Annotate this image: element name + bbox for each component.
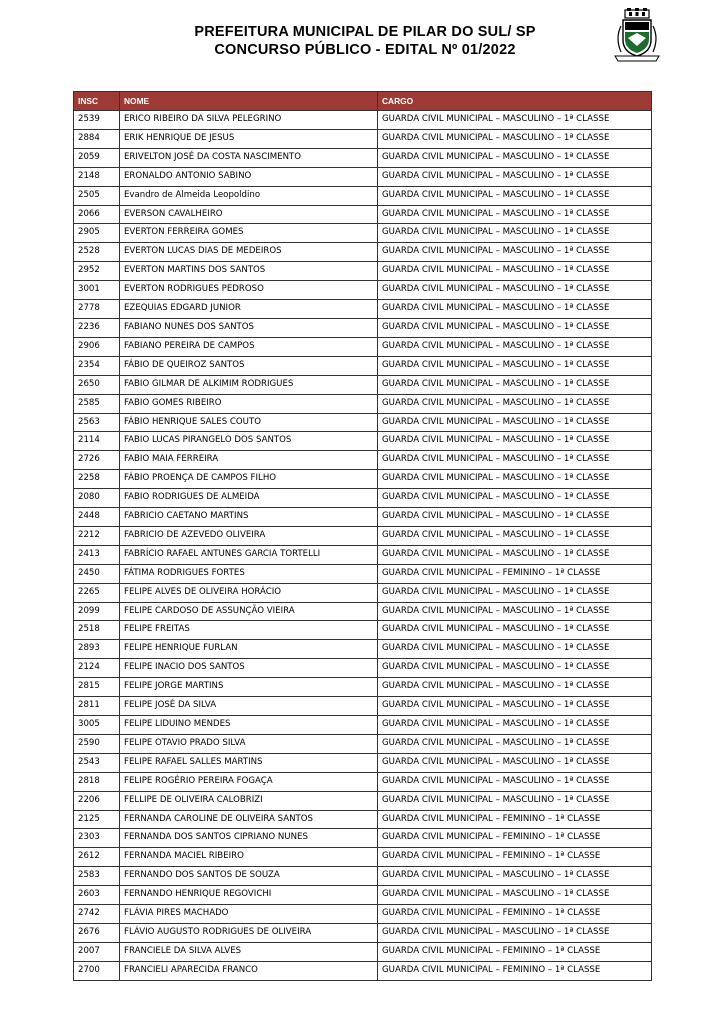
cell-cargo: GUARDA CIVIL MUNICIPAL – MASCULINO – 1ª CLASSE [378,300,652,319]
table-row [74,621,652,640]
table-row [74,734,652,753]
cell-cargo: GUARDA CIVIL MUNICIPAL – MASCULINO – 1ª CLASSE [378,243,652,262]
cell-insc: 2125 [74,810,120,829]
cell-nome: FELIPE FREITAS [120,621,378,640]
cell-insc: 2905 [74,224,120,243]
cell-cargo: GUARDA CIVIL MUNICIPAL – MASCULINO – 1ª CLASSE [378,205,652,224]
cell-nome: FRANCIELI APARECIDA FRANCO [120,961,378,980]
cell-cargo: GUARDA CIVIL MUNICIPAL – FEMININO – 1ª CLASSE [378,810,652,829]
cell-insc: 2952 [74,262,120,281]
cell-nome: FELIPE ROGÉRIO PEREIRA FOGAÇA [120,772,378,791]
cell-insc: 2906 [74,337,120,356]
table-row [74,262,652,281]
cell-nome: FLÁVIA PIRES MACHADO [120,905,378,924]
cell-cargo: GUARDA CIVIL MUNICIPAL – FEMININO – 1ª CLASSE [378,905,652,924]
cell-insc: 2543 [74,753,120,772]
cell-insc: 2059 [74,148,120,167]
cell-insc: 2676 [74,923,120,942]
cell-nome: EVERTON LUCAS DIAS DE MEDEIROS [120,243,378,262]
table-row [74,829,652,848]
cell-cargo: GUARDA CIVIL MUNICIPAL – MASCULINO – 1ª CLASSE [378,508,652,527]
cell-insc: 2539 [74,111,120,130]
cell-nome: ERIK HENRIQUE DE JESUS [120,129,378,148]
cell-cargo: GUARDA CIVIL MUNICIPAL – MASCULINO – 1ª CLASSE [378,886,652,905]
cell-cargo: GUARDA CIVIL MUNICIPAL – MASCULINO – 1ª CLASSE [378,867,652,886]
cell-cargo: GUARDA CIVIL MUNICIPAL – MASCULINO – 1ª CLASSE [378,697,652,716]
cell-insc: 2007 [74,942,120,961]
cell-nome: EVERTON FERREIRA GOMES [120,224,378,243]
cell-insc: 2563 [74,413,120,432]
cell-nome: FELIPE HENRIQUE FURLAN [120,640,378,659]
column-header-insc: INSC [74,92,120,111]
cell-nome: FERNANDA DOS SANTOS CIPRIANO NUNES [120,829,378,848]
cell-nome: FERNANDO DOS SANTOS DE SOUZA [120,867,378,886]
table-row [74,810,652,829]
cell-insc: 2303 [74,829,120,848]
cell-cargo: GUARDA CIVIL MUNICIPAL – MASCULINO – 1ª CLASSE [378,337,652,356]
cell-cargo: GUARDA CIVIL MUNICIPAL – MASCULINO – 1ª CLASSE [378,621,652,640]
table-row [74,791,652,810]
cell-nome: FELIPE LIDUINO MENDES [120,716,378,735]
cell-insc: 3005 [74,716,120,735]
cell-nome: EZEQUIAS EDGARD JUNIOR [120,300,378,319]
cell-cargo: GUARDA CIVIL MUNICIPAL – MASCULINO – 1ª CLASSE [378,318,652,337]
cell-nome: FELIPE OTAVIO PRADO SILVA [120,734,378,753]
cell-insc: 2265 [74,583,120,602]
cell-cargo: GUARDA CIVIL MUNICIPAL – MASCULINO – 1ª CLASSE [378,167,652,186]
cell-insc: 2505 [74,186,120,205]
cell-cargo: GUARDA CIVIL MUNICIPAL – FEMININO – 1ª CLASSE [378,961,652,980]
table-row [74,697,652,716]
column-header-nome: NOME [120,92,378,111]
table-row [74,867,652,886]
cell-insc: 2811 [74,697,120,716]
table-row [74,923,652,942]
cell-insc: 2236 [74,318,120,337]
cell-insc: 2114 [74,432,120,451]
cell-nome: EVERTON MARTINS DOS SANTOS [120,262,378,281]
cell-nome: FÁBIO HENRIQUE SALES COUTO [120,413,378,432]
table-row [74,167,652,186]
cell-cargo: GUARDA CIVIL MUNICIPAL – MASCULINO – 1ª CLASSE [378,356,652,375]
cell-insc: 2258 [74,470,120,489]
cell-cargo: GUARDA CIVIL MUNICIPAL – MASCULINO – 1ª CLASSE [378,640,652,659]
cell-nome: FERNANDO HENRIQUE REGOVICHI [120,886,378,905]
table-row [74,659,652,678]
table-row [74,545,652,564]
cell-nome: FABIO GOMES RIBEIRO [120,394,378,413]
cell-nome: FÁBIO PROENÇA DE CAMPOS FILHO [120,470,378,489]
cell-nome: FLÁVIO AUGUSTO RODRIGUES DE OLIVEIRA [120,923,378,942]
cell-insc: 2212 [74,526,120,545]
cell-insc: 2742 [74,905,120,924]
table-row [74,432,652,451]
cell-nome: FELIPE JOSÉ DA SILVA [120,697,378,716]
cell-cargo: GUARDA CIVIL MUNICIPAL – MASCULINO – 1ª CLASSE [378,262,652,281]
table-row [74,753,652,772]
cell-insc: 2148 [74,167,120,186]
table-row [74,337,652,356]
candidates-table [73,91,652,981]
table-row [74,281,652,300]
table-row [74,602,652,621]
cell-cargo: GUARDA CIVIL MUNICIPAL – MASCULINO – 1ª CLASSE [378,432,652,451]
cell-nome: FABIANO NUNES DOS SANTOS [120,318,378,337]
cell-cargo: GUARDA CIVIL MUNICIPAL – MASCULINO – 1ª CLASSE [378,470,652,489]
table-row [74,356,652,375]
cell-cargo: GUARDA CIVIL MUNICIPAL – MASCULINO – 1ª CLASSE [378,148,652,167]
table-row [74,318,652,337]
table-row [74,111,652,130]
cell-insc: 3001 [74,281,120,300]
cell-insc: 2124 [74,659,120,678]
table-row [74,243,652,262]
cell-cargo: GUARDA CIVIL MUNICIPAL – MASCULINO – 1ª CLASSE [378,678,652,697]
cell-insc: 2726 [74,451,120,470]
cell-nome: FELIPE ALVES DE OLIVEIRA HORÁCIO [120,583,378,602]
cell-insc: 2080 [74,489,120,508]
table-row [74,375,652,394]
cell-nome: FABIANO PEREIRA DE CAMPOS [120,337,378,356]
cell-nome: FERNANDA CAROLINE DE OLIVEIRA SANTOS [120,810,378,829]
cell-insc: 2590 [74,734,120,753]
cell-cargo: GUARDA CIVIL MUNICIPAL – MASCULINO – 1ª CLASSE [378,375,652,394]
cell-insc: 2583 [74,867,120,886]
cell-insc: 2448 [74,508,120,527]
cell-nome: FABRÍCIO RAFAEL ANTUNES GARCIA TORTELLI [120,545,378,564]
cell-insc: 2818 [74,772,120,791]
cell-cargo: GUARDA CIVIL MUNICIPAL – MASCULINO – 1ª CLASSE [378,526,652,545]
table-row [74,224,652,243]
cell-nome: ERONALDO ANTONIO SABINO [120,167,378,186]
cell-insc: 2413 [74,545,120,564]
table-row [74,678,652,697]
cell-nome: FABRICIO CAETANO MARTINS [120,508,378,527]
cell-cargo: GUARDA CIVIL MUNICIPAL – MASCULINO – 1ª CLASSE [378,224,652,243]
cell-insc: 2354 [74,356,120,375]
table-row [74,148,652,167]
cell-cargo: GUARDA CIVIL MUNICIPAL – FEMININO – 1ª CLASSE [378,829,652,848]
cell-nome: FELIPE JORGE MARTINS [120,678,378,697]
cell-nome: ERIVELTON JOSÉ DA COSTA NASCIMENTO [120,148,378,167]
table-row [74,205,652,224]
table-row [74,186,652,205]
cell-insc: 2206 [74,791,120,810]
cell-insc: 2778 [74,300,120,319]
cell-insc: 2893 [74,640,120,659]
table-row [74,961,652,980]
cell-cargo: GUARDA CIVIL MUNICIPAL – FEMININO – 1ª CLASSE [378,848,652,867]
cell-nome: FELIPE CARDOSO DE ASSUNÇÃO VIEIRA [120,602,378,621]
table-row [74,526,652,545]
cell-cargo: GUARDA CIVIL MUNICIPAL – FEMININO – 1ª CLASSE [378,564,652,583]
cell-nome: FABIO MAIA FERREIRA [120,451,378,470]
cell-cargo: GUARDA CIVIL MUNICIPAL – MASCULINO – 1ª CLASSE [378,394,652,413]
table-row [74,848,652,867]
cell-cargo: GUARDA CIVIL MUNICIPAL – MASCULINO – 1ª CLASSE [378,659,652,678]
cell-cargo: GUARDA CIVIL MUNICIPAL – MASCULINO – 1ª CLASSE [378,129,652,148]
table-row [74,470,652,489]
table-row [74,489,652,508]
cell-cargo: GUARDA CIVIL MUNICIPAL – MASCULINO – 1ª CLASSE [378,281,652,300]
cell-insc: 2528 [74,243,120,262]
cell-nome: FABRICIO DE AZEVEDO OLIVEIRA [120,526,378,545]
cell-insc: 2815 [74,678,120,697]
table-row [74,583,652,602]
cell-nome: FABIO GILMAR DE ALKIMIM RODRIGUES [120,375,378,394]
cell-nome: FELLIPE DE OLIVEIRA CALOBRIZI [120,791,378,810]
cell-nome: FELIPE RAFAEL SALLES MARTINS [120,753,378,772]
table-row [74,772,652,791]
cell-cargo: GUARDA CIVIL MUNICIPAL – MASCULINO – 1ª CLASSE [378,583,652,602]
cell-cargo: GUARDA CIVIL MUNICIPAL – MASCULINO – 1ª CLASSE [378,545,652,564]
cell-nome: FÁTIMA RODRIGUES FORTES [120,564,378,583]
table-row [74,640,652,659]
cell-cargo: GUARDA CIVIL MUNICIPAL – MASCULINO – 1ª CLASSE [378,772,652,791]
table-row [74,394,652,413]
cell-insc: 2884 [74,129,120,148]
cell-cargo: GUARDA CIVIL MUNICIPAL – MASCULINO – 1ª CLASSE [378,753,652,772]
cell-insc: 2585 [74,394,120,413]
cell-nome: ERICO RIBEIRO DA SILVA PELEGRINO [120,111,378,130]
cell-cargo: GUARDA CIVIL MUNICIPAL – MASCULINO – 1ª CLASSE [378,716,652,735]
cell-nome: FERNANDA MACIEL RIBEIRO [120,848,378,867]
table-header-row [74,92,652,111]
municipal-coat-of-arms-icon [611,8,663,68]
table-row [74,886,652,905]
table-row [74,905,652,924]
cell-insc: 2650 [74,375,120,394]
table-row [74,942,652,961]
table-row [74,508,652,527]
cell-nome: FÁBIO DE QUEIROZ SANTOS [120,356,378,375]
document-title-line2: CONCURSO PÚBLICO - EDITAL Nº 01/2022 [214,42,516,58]
cell-cargo: GUARDA CIVIL MUNICIPAL – MASCULINO – 1ª CLASSE [378,451,652,470]
cell-cargo: GUARDA CIVIL MUNICIPAL – MASCULINO – 1ª CLASSE [378,602,652,621]
column-header-cargo: CARGO [378,92,652,111]
cell-nome: FRANCIELE DA SILVA ALVES [120,942,378,961]
table-row [74,564,652,583]
cell-insc: 2099 [74,602,120,621]
cell-cargo: GUARDA CIVIL MUNICIPAL – MASCULINO – 1ª CLASSE [378,923,652,942]
cell-cargo: GUARDA CIVIL MUNICIPAL – FEMININO – 1ª CLASSE [378,942,652,961]
cell-nome: FABIO RODRIGUES DE ALMEIDA [120,489,378,508]
cell-insc: 2603 [74,886,120,905]
document-header [0,0,724,90]
cell-insc: 2700 [74,961,120,980]
table-row [74,300,652,319]
document-title-line1: PREFEITURA MUNICIPAL DE PILAR DO SUL/ SP [194,24,536,40]
cell-nome: EVERTON RODRIGUES PEDROSO [120,281,378,300]
cell-nome: EVERSON CAVALHEIRO [120,205,378,224]
table-row [74,716,652,735]
cell-cargo: GUARDA CIVIL MUNICIPAL – MASCULINO – 1ª CLASSE [378,734,652,753]
cell-cargo: GUARDA CIVIL MUNICIPAL – MASCULINO – 1ª CLASSE [378,111,652,130]
cell-cargo: GUARDA CIVIL MUNICIPAL – MASCULINO – 1ª CLASSE [378,186,652,205]
cell-nome: FELIPE INACIO DOS SANTOS [120,659,378,678]
cell-insc: 2518 [74,621,120,640]
cell-nome: FABIO LUCAS PIRANGELO DOS SANTOS [120,432,378,451]
cell-insc: 2612 [74,848,120,867]
cell-cargo: GUARDA CIVIL MUNICIPAL – MASCULINO – 1ª CLASSE [378,413,652,432]
cell-insc: 2450 [74,564,120,583]
cell-cargo: GUARDA CIVIL MUNICIPAL – MASCULINO – 1ª CLASSE [378,791,652,810]
table-row [74,451,652,470]
table-row [74,413,652,432]
cell-cargo: GUARDA CIVIL MUNICIPAL – MASCULINO – 1ª CLASSE [378,489,652,508]
cell-nome: Evandro de Almeida Leopoldino [120,186,378,205]
cell-insc: 2066 [74,205,120,224]
table-row [74,129,652,148]
